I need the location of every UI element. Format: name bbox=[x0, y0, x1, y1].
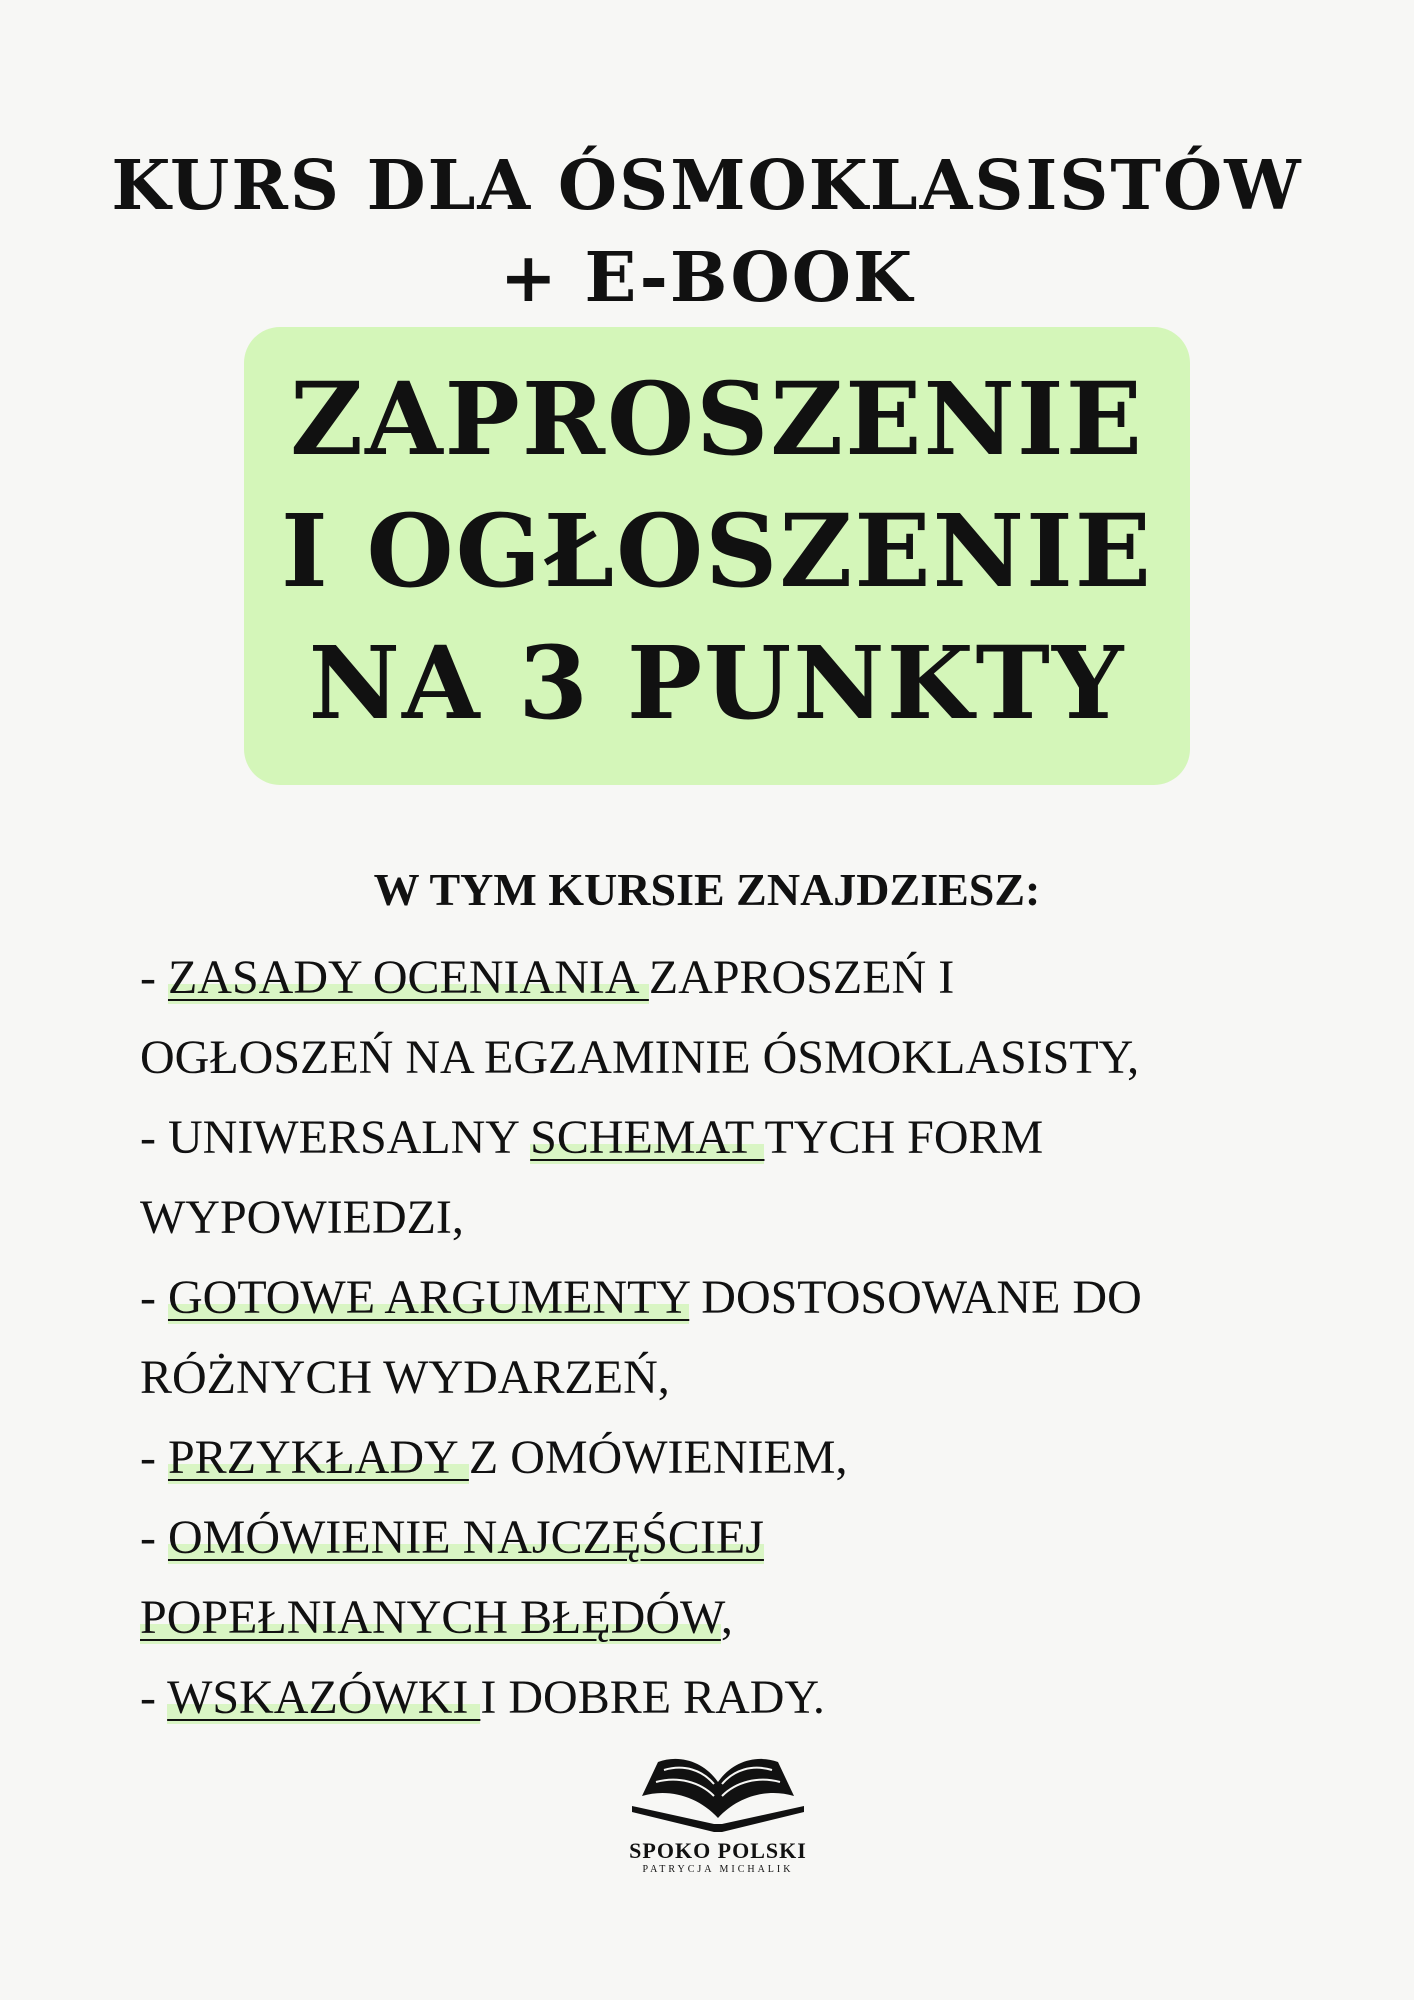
logo-name: SPOKO POLSKI bbox=[629, 1838, 807, 1863]
title-line-3: NA 3 PUNKTY bbox=[308, 624, 1126, 742]
highlight: GOTOWE ARGUMENTY bbox=[167, 1271, 690, 1324]
list-item-continuation: WYPOWIEDZI, bbox=[140, 1191, 464, 1244]
item-text: TYCH FORM bbox=[764, 1111, 1044, 1164]
list-item-continuation bbox=[140, 1578, 1280, 1658]
item-dash: - bbox=[140, 1271, 168, 1324]
item-text: Z OMÓWIENIEM, bbox=[468, 1431, 848, 1484]
list-item bbox=[140, 1418, 1280, 1498]
item-dash: - bbox=[140, 1671, 168, 1724]
highlight: PRZYKŁADY bbox=[167, 1431, 469, 1484]
brand-logo bbox=[618, 1748, 818, 1875]
item-dash: - bbox=[140, 1431, 168, 1484]
list-item bbox=[140, 938, 1280, 1018]
list-item bbox=[140, 1498, 1280, 1578]
list-item-continuation: RÓŻNYCH WYDARZEŃ, bbox=[140, 1351, 670, 1404]
logo-subtitle: PATRYCJA MICHALIK bbox=[642, 1864, 794, 1875]
item-text: - UNIWERSALNY bbox=[140, 1111, 531, 1164]
item-dash: - bbox=[140, 951, 168, 1004]
list-item-continuation: OGŁOSZEŃ NA EGZAMINIE ÓSMOKLASISTY, bbox=[140, 1031, 1140, 1084]
header-line-1: KURS DLA ÓSMOKLASISTÓW bbox=[111, 146, 1303, 226]
open-book-icon bbox=[628, 1748, 808, 1836]
highlight: WSKAZÓWKI bbox=[167, 1671, 481, 1724]
header-line-2: + E-BOOK bbox=[499, 238, 915, 318]
highlight: POPEŁNIANYCH BŁĘDÓW bbox=[140, 1591, 721, 1644]
highlight: SCHEMAT bbox=[530, 1111, 765, 1164]
list-item bbox=[140, 1098, 1280, 1178]
title-box bbox=[244, 327, 1190, 785]
list-item bbox=[140, 1258, 1280, 1338]
item-text: I DOBRE RADY. bbox=[480, 1671, 825, 1724]
list-heading: W TYM KURSIE ZNAJDZIESZ: bbox=[373, 864, 1041, 915]
item-dash: - bbox=[140, 1511, 168, 1564]
highlight: OMÓWIENIE NAJCZĘŚCIEJ bbox=[167, 1511, 764, 1564]
item-text: DOSTOSOWANE DO bbox=[689, 1271, 1142, 1324]
item-text: , bbox=[720, 1591, 733, 1644]
list-item bbox=[140, 1658, 1280, 1738]
item-text: ZAPROSZEŃ I bbox=[648, 951, 955, 1004]
title-line-2: I OGŁOSZENIE bbox=[280, 492, 1154, 610]
highlight: ZASADY OCENIANIA bbox=[167, 951, 649, 1004]
title-line-1: ZAPROSZENIE bbox=[290, 360, 1144, 478]
course-header bbox=[0, 140, 1414, 324]
feature-list bbox=[140, 938, 1280, 1738]
